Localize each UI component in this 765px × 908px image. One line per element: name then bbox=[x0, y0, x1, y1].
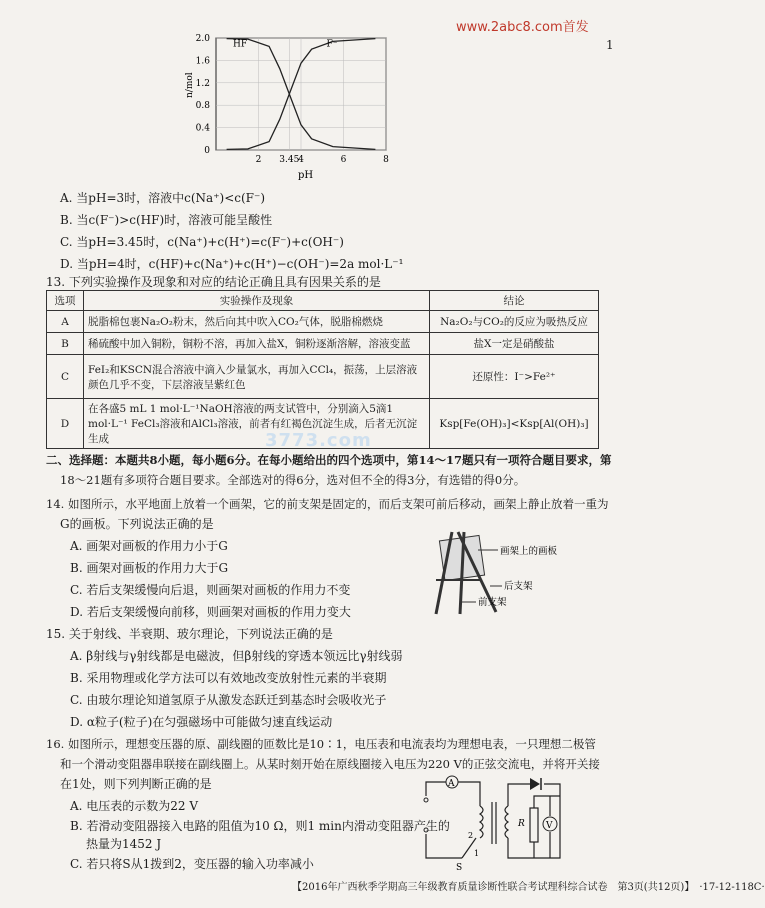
diode-icon bbox=[530, 778, 540, 790]
x-tick-label: 3.45 bbox=[279, 155, 300, 165]
q16-option-a: A. 电压表的示数为22 V bbox=[70, 799, 199, 813]
row-conclusion: 还原性：I⁻>Fe²⁺ bbox=[430, 355, 599, 399]
q12-option-c: C. 当pH=3.45时，c(Na⁺)+c(H⁺)=c(F⁻)+c(OH⁻) bbox=[60, 235, 344, 249]
q16-option-b-1: B. 若滑动变阻器接入电路的阻值为10 Ω，则1 min内滑动变阻器产生的 bbox=[70, 819, 450, 833]
q16-stem-2: 和一个滑动变阻器串联接在副线圈上。从某时刻开始在原线圈接入电压为220 V的正弦交流电，并将开关接 bbox=[60, 757, 600, 771]
resistor-label: R bbox=[518, 819, 525, 829]
tap-2-label: 2 bbox=[468, 831, 474, 840]
row-conclusion: 盐X一定是硝酸盐 bbox=[430, 333, 599, 355]
secondary-coil bbox=[505, 806, 508, 838]
y-tick-label: 1.6 bbox=[195, 56, 210, 67]
q15-stem: 15. 关于射线、半衰期、玻尔理论，下列说法正确的是 bbox=[46, 627, 333, 641]
q16-option-b-2: 热量为1452 J bbox=[86, 837, 162, 851]
page-mark: 1 bbox=[606, 38, 614, 52]
x-tick-label: 2 bbox=[255, 155, 262, 165]
label-drawing-board: 画架上的画板 bbox=[500, 546, 558, 557]
header-option: 选项 bbox=[47, 291, 84, 311]
row-conclusion: Ksp[Fe(OH)₃]<Ksp[Al(OH)₃] bbox=[430, 399, 599, 449]
x-axis-label: pH bbox=[298, 170, 314, 181]
y-tick-label: 0.8 bbox=[195, 101, 210, 112]
part2-heading-2: 18～21题有多项符合题目要求。全部选对的得6分，选对但不全的得3分，有选错的得0分。 bbox=[60, 473, 526, 487]
ac-terminal-top bbox=[424, 798, 428, 802]
q15-option-c: C. 由玻尔理论知道氢原子从激发态跃迁到基态时会吸收光子 bbox=[70, 693, 387, 707]
q13-stem: 13. 下列实验操作及现象和对应的结论正确且具有因果关系的是 bbox=[46, 275, 381, 289]
legend-f-ion: F⁻ bbox=[326, 39, 338, 50]
x-tick-label: 8 bbox=[383, 155, 389, 165]
table-row bbox=[47, 311, 599, 333]
rheostat-wire bbox=[534, 796, 560, 808]
q12-option-d: D. 当pH=4时，c(HF)+c(Na⁺)+c(H⁺)−c(OH⁻)=2a mol·L⁻¹ bbox=[60, 257, 404, 271]
table-row bbox=[47, 355, 599, 399]
q14-option-d: D. 若后支架缓慢向前移，则画架对画板的作用力变大 bbox=[70, 605, 351, 619]
y-tick-label: 0.4 bbox=[195, 123, 210, 134]
q14-option-c: C. 若后支架缓慢向后退，则画架对画板的作用力不变 bbox=[70, 583, 351, 597]
site-watermark: www.2abc8.com首发 bbox=[456, 20, 589, 35]
q14-option-b: B. 画架对画板的作用力大于G bbox=[70, 561, 229, 575]
header-operation: 实验操作及现象 bbox=[84, 291, 430, 311]
tap-1-label: 1 bbox=[474, 849, 480, 858]
page-footer: 【2016年广西秋季学期高三年级教育质量诊断性联合考试理科综合试卷 第3页(共12页)】 ·17-12-118C· bbox=[292, 882, 765, 893]
q15-option-a: A. β射线与γ射线都是电磁波，但β射线的穿透本领远比γ射线弱 bbox=[70, 649, 403, 663]
y-axis-label: n/mol bbox=[185, 72, 195, 98]
x-tick-label: 6 bbox=[340, 155, 347, 165]
row-operation: 稀硫酸中加入铜粉，铜粉不溶，再加入盐X，铜粉逐渐溶解，溶液变蓝 bbox=[84, 333, 430, 355]
header-conclusion: 结论 bbox=[430, 291, 599, 311]
secondary-wire-top bbox=[508, 784, 530, 806]
x-tick-label: 4 bbox=[298, 155, 304, 165]
faded-watermark: 3773.com bbox=[265, 430, 372, 451]
q14-stem-1: 14. 如图所示，水平地面上放着一个画架，它的前支架是固定的，而后支架可前后移动，画架上静止放着一重为 bbox=[46, 497, 609, 511]
y-tick-label: 0 bbox=[204, 146, 210, 156]
transformer-circuit bbox=[412, 772, 572, 873]
table-row bbox=[47, 333, 599, 355]
part2-heading-1: 二、选择题：本题共8小题，每小题6分。在每小题给出的四个选项中，第14～17题只有一项符合题目要求，第 bbox=[46, 453, 612, 467]
q16-stem-1: 16. 如图所示，理想变压器的原、副线圈的匝数比是10∶1，电压表和电流表均为理想电表，一只理想二极管 bbox=[46, 737, 596, 751]
ammeter-label: A bbox=[448, 779, 455, 789]
y-tick-label: 1.2 bbox=[195, 78, 210, 89]
switch-label: S bbox=[456, 863, 463, 873]
y-tick-label: 2.0 bbox=[195, 34, 210, 44]
row-operation: 在各盛5 mL 1 mol·L⁻¹NaOH溶液的两支试管中，分别滴入5滴1 mol·L⁻¹ FeCl₃溶液和AlCl₃溶液，前者有红褐色沉淀生成，后者无沉淀生成 bbox=[84, 399, 430, 449]
label-front-leg: 前支架 bbox=[478, 597, 507, 608]
table-header bbox=[47, 291, 599, 311]
table-row bbox=[47, 399, 599, 449]
primary-coil bbox=[480, 806, 483, 838]
legend-hf: HF bbox=[233, 39, 248, 50]
q15-option-d: D. α粒子(粒子)在匀强磁场中可能做匀速直线运动 bbox=[70, 715, 333, 729]
label-rear-leg: 后支架 bbox=[504, 581, 533, 592]
q12-option-a: A. 当pH=3时，溶液中c(Na⁺)<c(F⁻) bbox=[60, 191, 266, 205]
q15-option-b: B. 采用物理或化学方法可以有效地改变放射性元素的半衰期 bbox=[70, 671, 387, 685]
row-option: B bbox=[47, 333, 84, 355]
row-option: C bbox=[47, 355, 84, 399]
resistor bbox=[530, 808, 538, 842]
q16-stem-3: 在1处，则下列判断正确的是 bbox=[60, 777, 212, 791]
row-conclusion: Na₂O₂与CO₂的反应为吸热反应 bbox=[430, 311, 599, 333]
primary-wire-bottom bbox=[426, 834, 462, 858]
q13-table bbox=[46, 290, 599, 449]
q14-stem-2: G的画板。下列说法正确的是 bbox=[60, 517, 214, 531]
hf-fraction-chart bbox=[180, 28, 410, 184]
voltmeter-label: V bbox=[546, 821, 553, 831]
row-operation: FeI₂和KSCN混合溶液中滴入少量氯水，再加入CCl₄，振荡，上层溶液颜色几乎不变，下层溶液呈紫红色 bbox=[84, 355, 430, 399]
ac-terminal-bottom bbox=[424, 828, 428, 832]
q16-option-c: C. 若只将S从1拨到2，变压器的输入功率减小 bbox=[70, 857, 314, 871]
row-option: A bbox=[47, 311, 84, 333]
q12-option-b: B. 当c(F⁻)>c(HF)时，溶液可能呈酸性 bbox=[60, 213, 273, 227]
easel-figure bbox=[430, 528, 610, 618]
row-option: D bbox=[47, 399, 84, 449]
q14-option-a: A. 画架对画板的作用力小于G bbox=[70, 539, 228, 553]
row-operation: 脱脂棉包裹Na₂O₂粉末，然后向其中吹入CO₂气体，脱脂棉燃烧 bbox=[84, 311, 430, 333]
